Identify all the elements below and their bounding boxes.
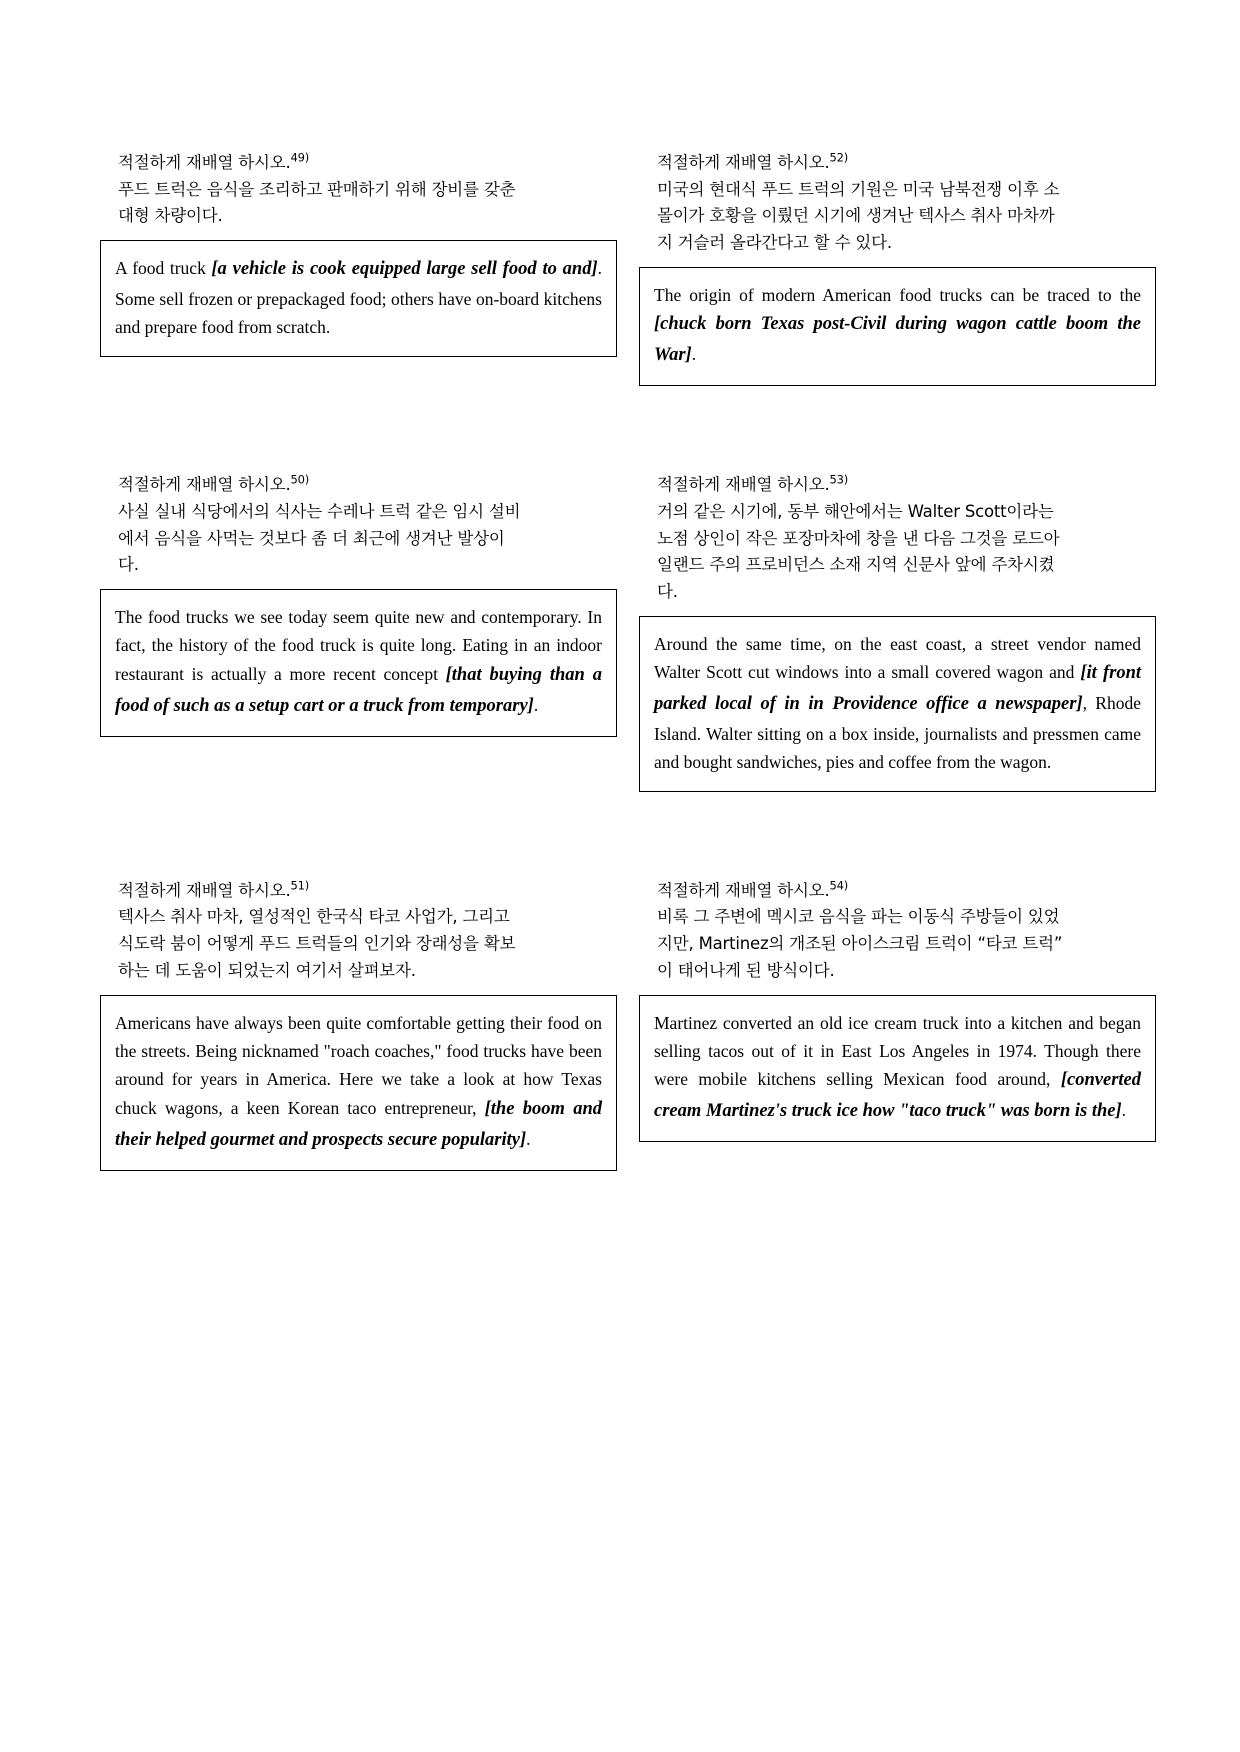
- passage-plain-before: A food truck: [115, 258, 212, 279]
- exercise-item-53: [639, 472, 1156, 792]
- korean-line: 몰이가 호황을 이뤘던 시기에 생겨난 텍사스 취사 마차까: [657, 206, 1055, 226]
- passage-plain-after: , Rhode Island. Walter sitting on a box inside, journalists and pressmen came and bought sandwiches, pies and coffee from the wagon.: [654, 693, 1141, 773]
- passage-plain-before: Around the same time, on the east coast, a street vendor named Walter Scott cut windows into a small covered wagon and: [654, 633, 1141, 683]
- instruction-text: 적절하게 재배열 하시오.: [657, 153, 830, 172]
- korean-line: 푸드 트럭은 음식을 조리하고 판매하기 위해 장비를 갖춘: [118, 179, 516, 199]
- instruction-text: 적절하게 재배열 하시오.: [657, 880, 830, 900]
- instruction-line-54: [657, 878, 1156, 905]
- item-number: 52): [829, 150, 849, 165]
- row-spacer: [639, 386, 1156, 472]
- korean-line: 지만, Martinez의 개조된 아이스크림 트럭이 “타코 트럭”: [657, 934, 1063, 954]
- korean-line: 다.: [118, 555, 139, 575]
- passage-plain-after: .: [533, 694, 539, 715]
- passage-box-51: [100, 995, 617, 1171]
- prompt-54: [657, 878, 1156, 985]
- item-number: 49): [290, 150, 310, 165]
- passage-text-49: [115, 254, 602, 342]
- passage-box-54: [639, 995, 1156, 1143]
- passage-box-53: [639, 616, 1156, 792]
- korean-line: 이 태어나게 된 방식이다.: [657, 960, 835, 980]
- passage-box-49: [100, 240, 617, 357]
- passage-plain-after: .: [1121, 1100, 1127, 1121]
- scrambled-phrase: [that buying than a food of such as a setup cart or a truck from temporary]: [115, 664, 602, 716]
- instruction-text: 적절하게 재배열 하시오.: [657, 475, 830, 495]
- passage-text-54: [654, 1009, 1141, 1128]
- instruction-line-49: [118, 150, 617, 177]
- korean-line: 하는 데 도움이 되었는지 여기서 살펴보자.: [118, 960, 416, 980]
- exercise-item-49: [100, 150, 617, 386]
- passage-plain-after: .: [526, 1128, 531, 1149]
- exercise-item-50: [100, 472, 617, 792]
- korean-line: 노점 상인이 작은 포장마차에 창을 낸 다음 그것을 로드아: [657, 528, 1060, 548]
- instruction-text: 적절하게 재배열 하시오.: [118, 475, 291, 495]
- scrambled-phrase: [converted cream Martinez's truck ice how "taco truck" was born is the]: [654, 1070, 1141, 1122]
- korean-line: 지 거슬러 올라간다고 할 수 있다.: [657, 233, 892, 253]
- korean-line: 비록 그 주변에 멕시코 음식을 파는 이동식 주방들이 있었: [657, 907, 1060, 927]
- scrambled-phrase: [it front parked local of in in Providence office a newspaper]: [654, 663, 1141, 715]
- scrambled-phrase: [a vehicle is cook equipped large sell food to and]: [211, 259, 598, 280]
- instruction-line-50: [118, 472, 617, 499]
- instruction-line-52: [657, 150, 1156, 177]
- passage-plain-before: Americans have always been quite comfortable getting their food on the streets. Being nicknamed "roach coaches," food trucks have been around for years in America. Here we take a look at how Texas chuck wagons, a keen Korean taco entrepreneur,: [115, 1012, 602, 1118]
- korean-line: 텍사스 취사 마차, 열성적인 한국식 타코 사업가, 그리고: [118, 907, 510, 927]
- exercise-item-51: [100, 878, 617, 1171]
- prompt-51: [118, 878, 617, 985]
- korean-line: 거의 같은 시기에, 동부 해안에서는 Walter Scott이라는: [657, 501, 1054, 521]
- passage-plain-after: . Some sell frozen or prepackaged food; others have on-board kitchens and prepare food from scratch.: [115, 258, 602, 338]
- item-number: 50): [290, 472, 310, 487]
- korean-line: 사실 실내 식당에서의 식사는 수레나 트럭 같은 임시 설비: [118, 501, 521, 521]
- passage-plain-after: .: [691, 344, 697, 365]
- korean-line: 미국의 현대식 푸드 트럭의 기원은 미국 남북전쟁 이후 소: [657, 179, 1060, 199]
- exercise-item-54: [639, 878, 1156, 1171]
- passage-text-52: [654, 281, 1141, 371]
- passage-text-50: [115, 603, 602, 722]
- instruction-text: 적절하게 재배열 하시오.: [118, 153, 291, 172]
- prompt-53: [657, 472, 1156, 606]
- item-number: 51): [290, 878, 310, 893]
- passage-plain-before: Martinez converted an old ice cream truck into a kitchen and began selling tacos out of it in East Los Angeles in 1974. Though there were mobile kitchens selling Mexican food around,: [654, 1012, 1141, 1090]
- prompt-49: [118, 150, 617, 230]
- passage-text-53: [654, 630, 1141, 777]
- row-spacer: [100, 792, 617, 878]
- passage-box-50: [100, 589, 617, 737]
- instruction-line-53: [657, 472, 1156, 499]
- korean-line: 일랜드 주의 프로비던스 소재 지역 신문사 앞에 주차시켰: [657, 555, 1055, 575]
- row-spacer: [100, 386, 617, 472]
- passage-plain-before: The food trucks we see today seem quite new and contemporary. In fact, the history of the food truck is quite long. Eating in an indoor restaurant is actually a more recent concept: [115, 607, 602, 684]
- instruction-line-51: [118, 878, 617, 905]
- row-spacer: [639, 792, 1156, 878]
- korean-line: 에서 음식을 사먹는 것보다 좀 더 최근에 생겨난 발상이: [118, 528, 505, 548]
- item-number: 53): [829, 472, 849, 487]
- prompt-50: [118, 472, 617, 579]
- instruction-text: 적절하게 재배열 하시오.: [118, 880, 291, 900]
- prompt-52: [657, 150, 1156, 257]
- passage-box-52: [639, 267, 1156, 386]
- korean-line: 식도락 붐이 어떻게 푸드 트럭들의 인기와 장래성을 확보: [118, 934, 516, 954]
- scrambled-phrase: [chuck born Texas post-Civil during wagon cattle boom the War]: [654, 314, 1141, 366]
- item-number: 54): [829, 878, 849, 893]
- passage-plain-before: The origin of modern American food trucks can be traced to the: [654, 284, 1141, 305]
- korean-line: 대형 차량이다.: [118, 206, 223, 226]
- scrambled-phrase: [the boom and their helped gourmet and prospects secure popularity]: [115, 1098, 602, 1150]
- passage-text-51: [115, 1009, 602, 1156]
- exercise-grid: [100, 150, 1140, 1171]
- korean-line: 다.: [657, 582, 678, 602]
- exercise-item-52: [639, 150, 1156, 386]
